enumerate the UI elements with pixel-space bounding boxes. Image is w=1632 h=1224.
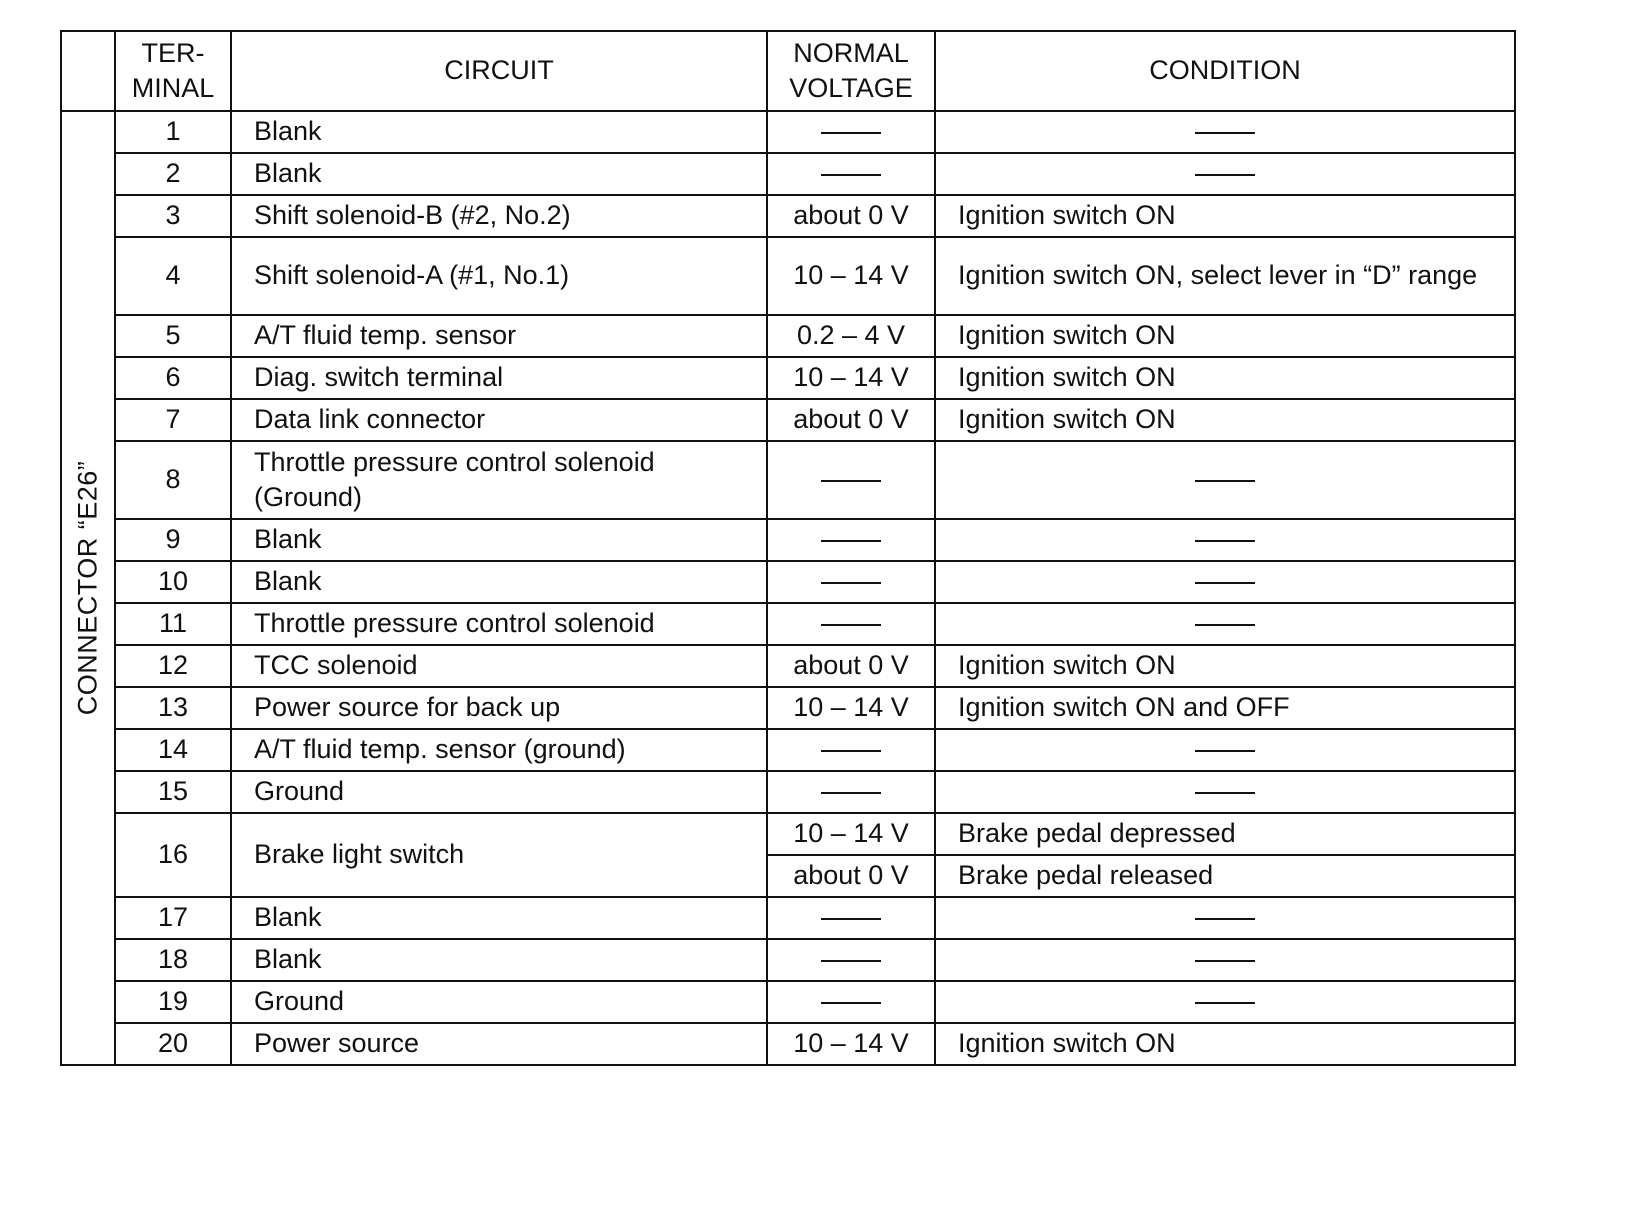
terminal-cell: 10 <box>115 561 231 603</box>
circuit-cell: Power source for back up <box>231 687 767 729</box>
table-row <box>61 357 1515 399</box>
condition-dash <box>1195 540 1255 542</box>
voltage-cell: about 0 V <box>767 645 935 687</box>
terminal-cell: 4 <box>115 237 231 315</box>
circuit-cell: Blank <box>231 897 767 939</box>
circuit-cell: Blank <box>231 561 767 603</box>
terminal-cell: 11 <box>115 603 231 645</box>
circuit-cell: Blank <box>231 939 767 981</box>
condition-cell <box>935 561 1515 603</box>
terminal-cell: 17 <box>115 897 231 939</box>
connector-terminal-table <box>60 30 1516 1066</box>
voltage-dash <box>821 1002 881 1004</box>
condition-dash <box>1195 624 1255 626</box>
voltage-dash <box>821 918 881 920</box>
table-row <box>61 603 1515 645</box>
condition-dash <box>1195 960 1255 962</box>
header-voltage: NORMAL VOLTAGE <box>767 31 935 111</box>
table-row <box>61 1023 1515 1065</box>
terminal-cell: 12 <box>115 645 231 687</box>
voltage-cell: 10 – 14 V <box>767 357 935 399</box>
table-row <box>61 939 1515 981</box>
voltage-dash <box>821 624 881 626</box>
condition-cell: Ignition switch ON <box>935 645 1515 687</box>
connector-label-cell <box>61 111 115 1065</box>
condition-dash <box>1195 480 1255 482</box>
voltage-cell: 0.2 – 4 V <box>767 315 935 357</box>
voltage-cell <box>767 441 935 519</box>
condition-cell <box>935 153 1515 195</box>
table-row <box>61 111 1515 153</box>
circuit-cell: Blank <box>231 111 767 153</box>
table-row <box>61 315 1515 357</box>
circuit-cell: A/T fluid temp. sensor <box>231 315 767 357</box>
connector-label: CONNECTOR “E26” <box>72 460 103 716</box>
header-terminal: TER- MINAL <box>115 31 231 111</box>
circuit-cell: Power source <box>231 1023 767 1065</box>
table-row <box>61 561 1515 603</box>
condition-cell <box>935 519 1515 561</box>
table-row <box>61 237 1515 315</box>
circuit-cell: Diag. switch terminal <box>231 357 767 399</box>
condition-cell <box>935 603 1515 645</box>
table-row <box>61 645 1515 687</box>
condition-dash <box>1195 132 1255 134</box>
condition-cell: Brake pedal depressed <box>935 813 1515 855</box>
voltage-cell <box>767 771 935 813</box>
condition-cell <box>935 897 1515 939</box>
table-row <box>61 771 1515 813</box>
condition-dash <box>1195 750 1255 752</box>
terminal-cell: 20 <box>115 1023 231 1065</box>
voltage-dash <box>821 480 881 482</box>
circuit-cell: Shift solenoid-A (#1, No.1) <box>231 237 767 315</box>
terminal-cell: 7 <box>115 399 231 441</box>
voltage-cell: 10 – 14 V <box>767 813 935 855</box>
condition-cell <box>935 939 1515 981</box>
terminal-cell: 9 <box>115 519 231 561</box>
voltage-dash <box>821 750 881 752</box>
table-row <box>61 981 1515 1023</box>
condition-cell: Ignition switch ON and OFF <box>935 687 1515 729</box>
table-row <box>61 441 1515 519</box>
condition-cell <box>935 729 1515 771</box>
table-row <box>61 813 1515 855</box>
condition-cell <box>935 771 1515 813</box>
table-row <box>61 195 1515 237</box>
terminal-cell: 15 <box>115 771 231 813</box>
terminal-cell: 1 <box>115 111 231 153</box>
voltage-dash <box>821 960 881 962</box>
terminal-cell: 18 <box>115 939 231 981</box>
circuit-cell: Brake light switch <box>231 813 767 897</box>
terminal-cell: 3 <box>115 195 231 237</box>
terminal-cell: 19 <box>115 981 231 1023</box>
table-row <box>61 153 1515 195</box>
voltage-cell <box>767 897 935 939</box>
table-row <box>61 687 1515 729</box>
voltage-cell <box>767 561 935 603</box>
condition-dash <box>1195 582 1255 584</box>
terminal-cell: 16 <box>115 813 231 897</box>
voltage-cell <box>767 519 935 561</box>
terminal-cell: 6 <box>115 357 231 399</box>
table-row <box>61 519 1515 561</box>
condition-cell: Ignition switch ON <box>935 315 1515 357</box>
condition-dash <box>1195 174 1255 176</box>
voltage-cell: 10 – 14 V <box>767 687 935 729</box>
condition-cell <box>935 441 1515 519</box>
voltage-cell <box>767 939 935 981</box>
condition-cell: Brake pedal released <box>935 855 1515 897</box>
circuit-cell: Ground <box>231 981 767 1023</box>
voltage-cell <box>767 981 935 1023</box>
circuit-cell: Blank <box>231 153 767 195</box>
condition-cell: Ignition switch ON, select lever in “D” range <box>935 237 1515 315</box>
terminal-cell: 13 <box>115 687 231 729</box>
condition-cell: Ignition switch ON <box>935 399 1515 441</box>
circuit-cell: Data link connector <box>231 399 767 441</box>
condition-cell: Ignition switch ON <box>935 357 1515 399</box>
condition-cell: Ignition switch ON <box>935 195 1515 237</box>
header-blank <box>61 31 115 111</box>
circuit-cell: Throttle pressure control solenoid <box>231 603 767 645</box>
voltage-cell <box>767 111 935 153</box>
condition-dash <box>1195 792 1255 794</box>
voltage-cell: about 0 V <box>767 855 935 897</box>
voltage-dash <box>821 582 881 584</box>
circuit-cell: Throttle pressure control solenoid (Ground) <box>231 441 767 519</box>
voltage-cell: 10 – 14 V <box>767 1023 935 1065</box>
condition-dash <box>1195 1002 1255 1004</box>
circuit-cell: TCC solenoid <box>231 645 767 687</box>
circuit-cell: Blank <box>231 519 767 561</box>
header-circuit: CIRCUIT <box>231 31 767 111</box>
table-row <box>61 729 1515 771</box>
header-condition: CONDITION <box>935 31 1515 111</box>
circuit-cell: A/T fluid temp. sensor (ground) <box>231 729 767 771</box>
terminal-cell: 2 <box>115 153 231 195</box>
terminal-cell: 8 <box>115 441 231 519</box>
condition-cell <box>935 111 1515 153</box>
voltage-cell <box>767 153 935 195</box>
circuit-cell: Shift solenoid-B (#2, No.2) <box>231 195 767 237</box>
table-row <box>61 897 1515 939</box>
voltage-cell: about 0 V <box>767 399 935 441</box>
voltage-cell: about 0 V <box>767 195 935 237</box>
condition-cell <box>935 981 1515 1023</box>
condition-cell: Ignition switch ON <box>935 1023 1515 1065</box>
table-row <box>61 399 1515 441</box>
condition-dash <box>1195 918 1255 920</box>
circuit-cell: Ground <box>231 771 767 813</box>
voltage-cell <box>767 603 935 645</box>
voltage-cell <box>767 729 935 771</box>
voltage-dash <box>821 540 881 542</box>
voltage-cell: 10 – 14 V <box>767 237 935 315</box>
terminal-cell: 14 <box>115 729 231 771</box>
voltage-dash <box>821 132 881 134</box>
voltage-dash <box>821 792 881 794</box>
voltage-dash <box>821 174 881 176</box>
header-row <box>61 31 1515 111</box>
terminal-cell: 5 <box>115 315 231 357</box>
